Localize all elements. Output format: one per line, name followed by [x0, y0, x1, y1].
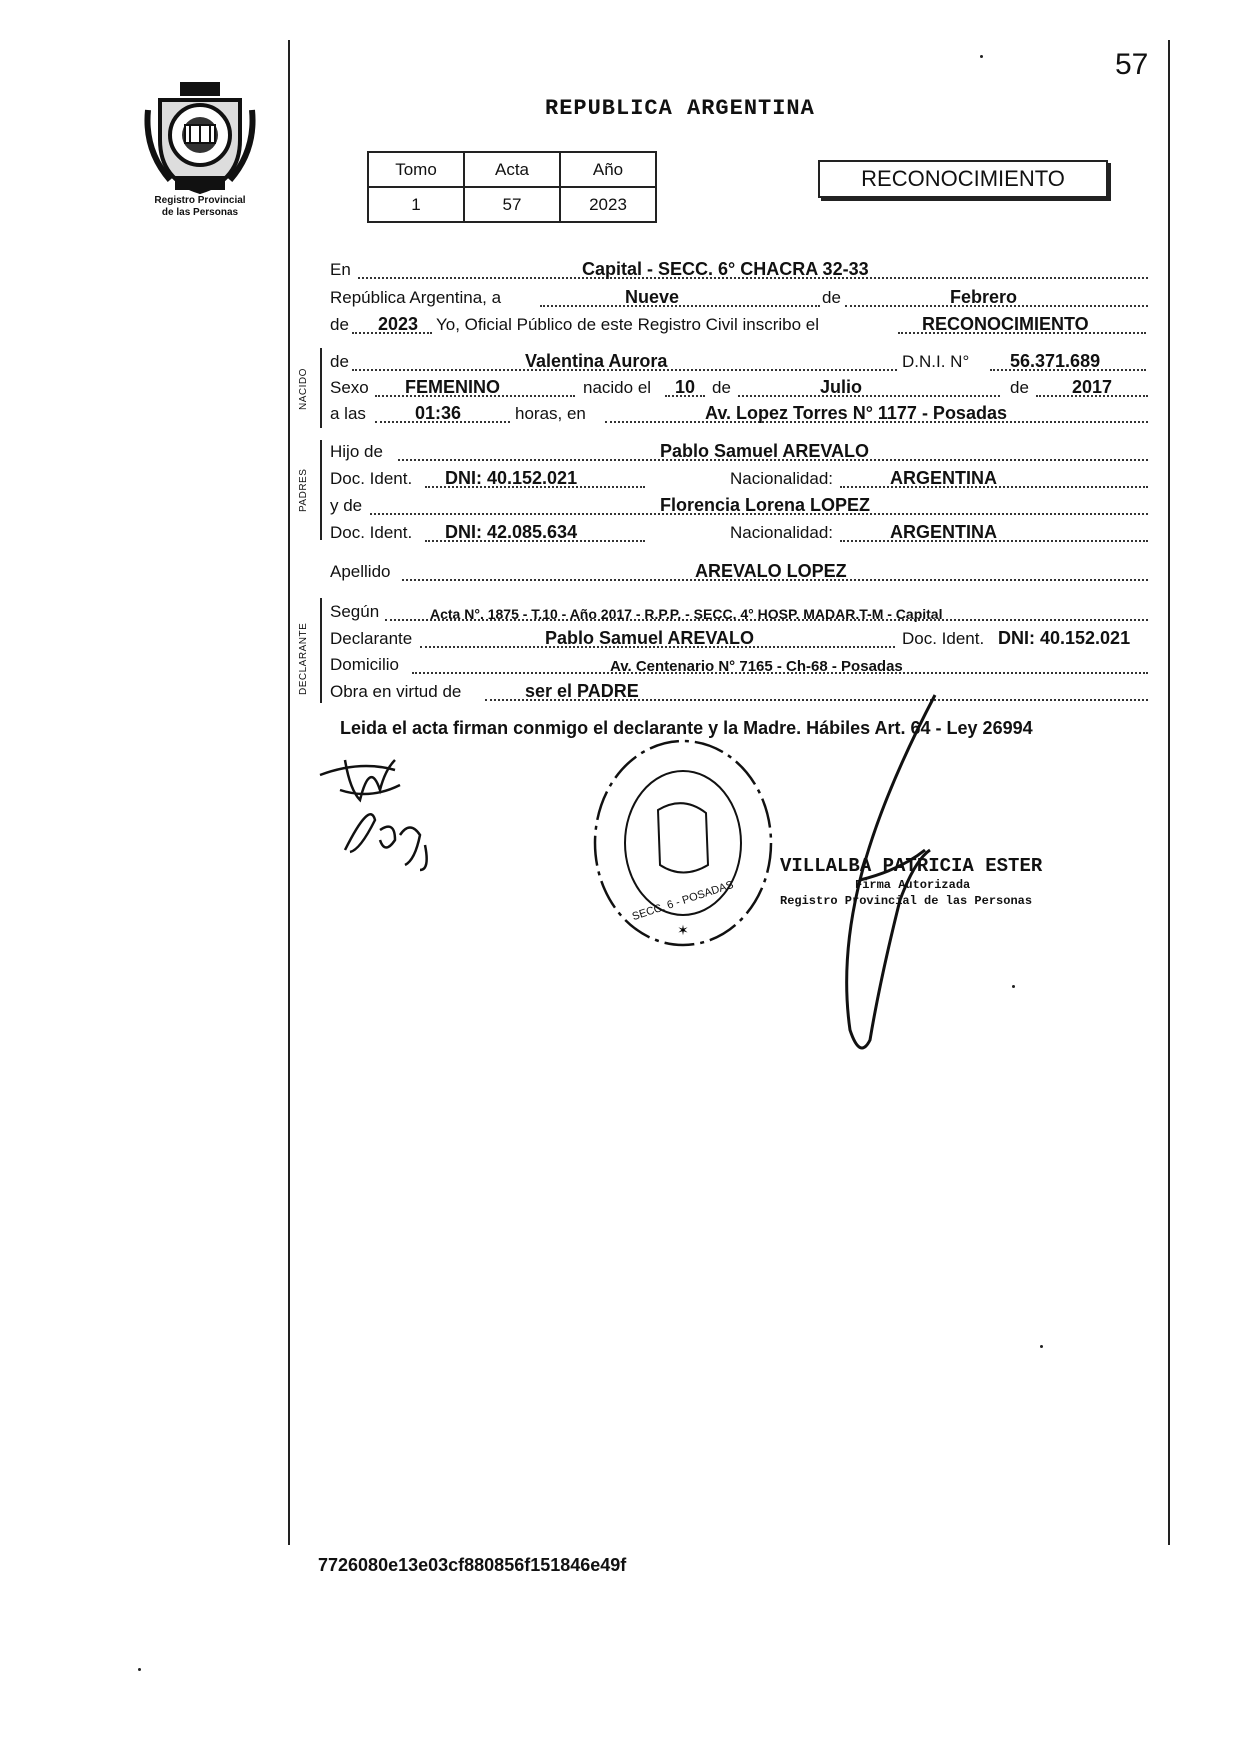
dni-label: D.N.I. N° [902, 352, 970, 371]
rep-label: República Argentina, a [330, 288, 502, 307]
segun-label: Según [330, 602, 380, 621]
reference-table [367, 151, 657, 223]
obra-value: ser el PADRE [525, 681, 639, 701]
hijo-label: Hijo de [330, 442, 383, 461]
row-obra [330, 680, 1150, 704]
row-sexo [330, 376, 1150, 400]
page-number: 57 [1115, 48, 1149, 81]
apellido-label: Apellido [330, 562, 391, 581]
mother-doc-label: Doc. Ident. [330, 523, 413, 542]
apellido-value: AREVALO LOPEZ [695, 561, 847, 581]
year-de-label: de [330, 315, 349, 334]
father-nat: ARGENTINA [890, 468, 997, 488]
row-year [330, 313, 1150, 337]
birth-year: 2017 [1072, 377, 1113, 397]
anio-value: 2023 [560, 187, 656, 222]
nacido-el-label: nacido el [583, 378, 652, 397]
left-margin-line [288, 40, 290, 1545]
mother-nat: ARGENTINA [890, 522, 997, 542]
alas-label: a las [330, 404, 366, 423]
declarante-bracket [320, 598, 322, 703]
declarante-side-label: DECLARANTE [298, 622, 309, 695]
en-label: En [330, 260, 351, 279]
closing-statement: Leida el acta firman conmigo el declarante y la Madre. Hábiles Art. 64 - Ley 26994 [340, 718, 1033, 738]
stamp-text: SECC. 6 - POSADAS [630, 878, 736, 924]
birth-de2: de [1010, 378, 1029, 397]
father-nat-label: Nacionalidad: [730, 469, 834, 488]
inscribo-value: RECONOCIMIENTO [922, 314, 1089, 334]
domicilio-label: Domicilio [330, 655, 399, 674]
row-mother [330, 494, 1150, 518]
birth-time: 01:36 [415, 403, 462, 423]
father-doc: DNI: 40.152.021 [445, 468, 578, 488]
declarante-label: Declarante [330, 629, 413, 648]
tomo-header: Tomo [368, 152, 464, 187]
nacido-name: Valentina Aurora [525, 351, 668, 371]
birth-de1: de [712, 378, 731, 397]
row-republica [330, 286, 1150, 310]
speck [138, 1668, 141, 1671]
official-line2: Firma Autorizada [855, 878, 971, 892]
mother-nat-label: Nacionalidad: [730, 523, 834, 542]
yde-label: y de [330, 496, 363, 515]
anio-header: Año [560, 152, 656, 187]
declarante-signature [320, 760, 400, 800]
speck [1040, 1345, 1043, 1348]
en-value: Capital - SECC. 6° CHACRA 32-33 [582, 259, 869, 279]
declarante-value: Pablo Samuel AREVALO [545, 628, 755, 648]
father-doc-label: Doc. Ident. [330, 469, 413, 488]
document-hash: 7726080e13e03cf880856f151846e49f [318, 1555, 627, 1575]
sexo-label: Sexo [330, 378, 369, 397]
mother-name: Florencia Lorena LOPEZ [660, 495, 871, 515]
mother-doc: DNI: 42.085.634 [445, 522, 578, 542]
row-en [330, 258, 1150, 282]
row-declarante [330, 627, 1150, 651]
row-apellido [330, 560, 1150, 584]
logo-caption-line2: de las Personas [161, 207, 239, 218]
right-margin-line [1168, 40, 1170, 1545]
official-stamp [588, 735, 778, 950]
row-hijo [330, 440, 1150, 464]
madre-signature [345, 814, 427, 870]
padres-side-label: PADRES [298, 468, 309, 512]
yo-text: Yo, Oficial Público de este Registro Civil inscribo el [436, 315, 819, 334]
rep-de-label: de [822, 288, 841, 307]
decl-doc-label: Doc. Ident. [902, 629, 985, 648]
speck [1012, 985, 1015, 988]
act-type-box: RECONOCIMIENTO [818, 160, 1108, 198]
rep-day: Nueve [625, 287, 680, 307]
nacido-de-label: de [330, 352, 349, 371]
birth-month: Julio [820, 377, 863, 397]
obra-label: Obra en virtud de [330, 682, 462, 701]
horas-label: horas, en [515, 404, 586, 423]
padres-bracket [320, 440, 322, 540]
row-father-doc [330, 467, 1150, 491]
official-signature-block [780, 855, 1042, 909]
svg-text:✶: ✶ [677, 922, 689, 938]
birth-day: 10 [675, 377, 696, 397]
logo-caption-line1: Registro Provincial [154, 195, 246, 206]
acta-value: 57 [464, 187, 560, 222]
registro-emblem-logo [140, 80, 260, 195]
row-nacido-de [330, 350, 1150, 374]
nacido-bracket [320, 348, 322, 428]
speck [980, 55, 983, 58]
birth-place: Av. Lopez Torres N° 1177 - Posadas [705, 403, 1007, 423]
dni-value: 56.371.689 [1010, 351, 1101, 371]
document-title: REPUBLICA ARGENTINA [545, 96, 815, 121]
rep-month: Febrero [950, 287, 1018, 307]
row-segun [330, 600, 1150, 624]
sexo-value: FEMENINO [405, 377, 501, 397]
row-domicilio [330, 653, 1150, 677]
row-alas [330, 402, 1150, 426]
official-name: VILLALBA PATRICIA ESTER [780, 855, 1043, 877]
row-mother-doc [330, 521, 1150, 545]
rep-year: 2023 [378, 314, 419, 334]
nacido-side-label: NACIDO [298, 368, 309, 410]
domicilio-value: Av. Centenario N° 7165 - Ch-68 - Posadas [610, 658, 903, 675]
logo-caption [130, 195, 270, 219]
official-line3: Registro Provincial de las Personas [780, 894, 1033, 908]
segun-value: Acta N°. 1875 - T.10 - Año 2017 - R.P.P. - SECC. 4° HOSP. MADAR.T-M - Capital [430, 606, 943, 622]
decl-doc-value: DNI: 40.152.021 [998, 628, 1131, 648]
tomo-value: 1 [368, 187, 464, 222]
father-name: Pablo Samuel AREVALO [660, 441, 870, 461]
acta-header: Acta [464, 152, 560, 187]
